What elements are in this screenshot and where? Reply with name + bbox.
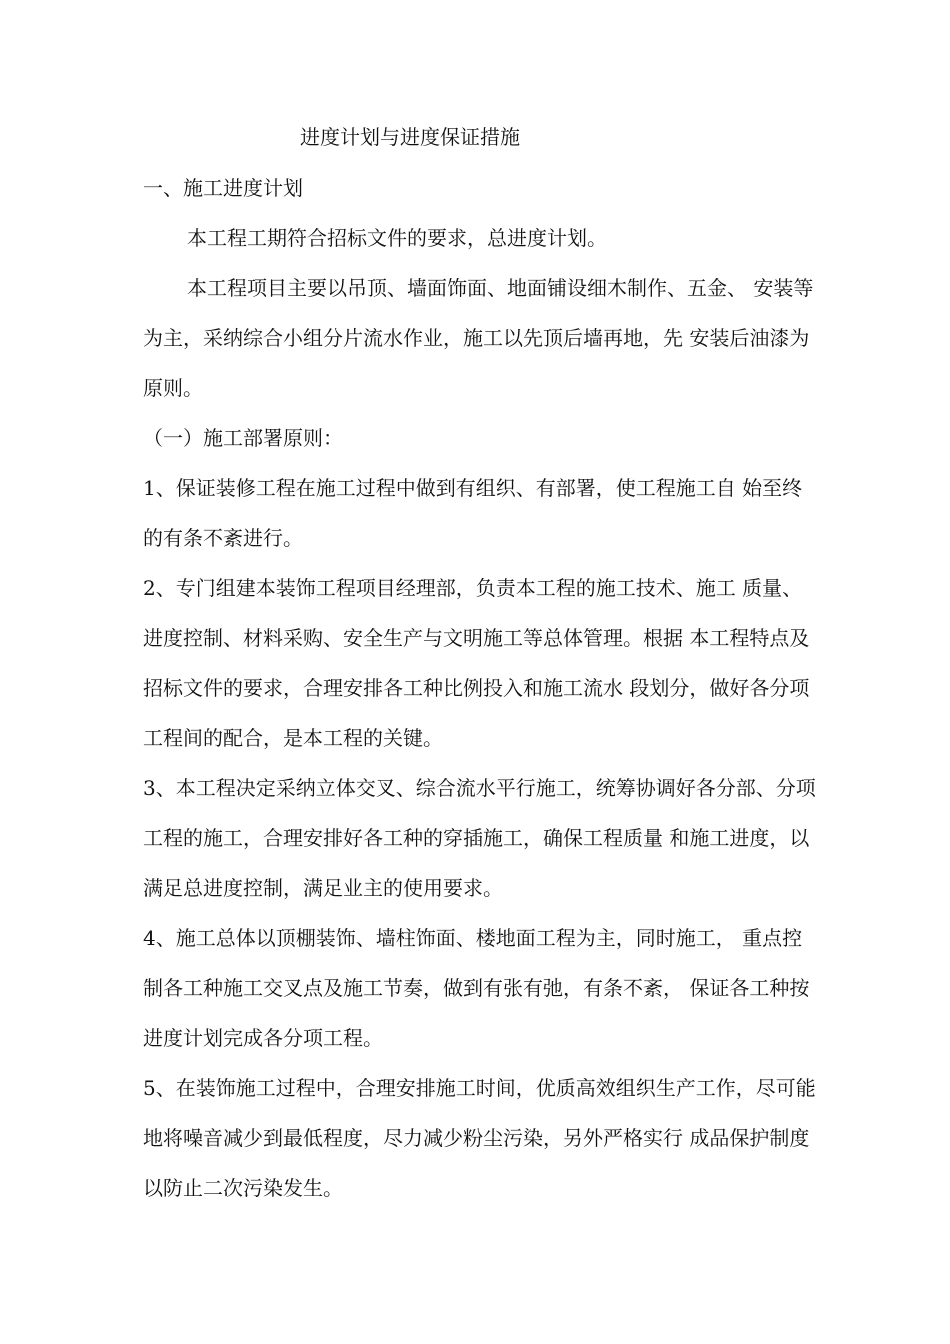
- paragraph-schedule: 本工程工期符合招标文件的要求，总进度计划。: [187, 226, 607, 250]
- principle-item: 1、保证装修工程在施工过程中做到有组织、有部署，使工程施工自 始至终的有条不紊进行。: [143, 476, 803, 550]
- principle-item: 2、专门组建本装饰工程项目经理部，负责本工程的施工技术、施工 质量、进度控制、材料采购、安全生产与文明施工等总体管理。根据 本工程特点及招标文件的要求，合理安排各工种比例投入和施工流水 段划分，做好各分项工程间的配合，是本工程的关键。: [143, 576, 810, 750]
- principle-item: 5、在装饰施工过程中，合理安排施工时间，优质高效组织生产工作，尽可能地将噪音减少到最低程度，尽力减少粉尘污染，另外严格实行 成品保护制度以防止二次污染发生。: [143, 1076, 816, 1200]
- section-heading: 一、施工进度计划: [143, 176, 303, 200]
- principle-item: 4、施工总体以顶棚装饰、墙柱饰面、楼地面工程为主，同时施工， 重点控制各工种施工交叉点及施工节奏，做到有张有弛，有条不紊， 保证各工种按进度计划完成各分项工程。: [143, 926, 810, 1050]
- subsection-heading: （一）施工部署原则：: [143, 426, 343, 450]
- document-title: 进度计划与进度保证措施: [300, 125, 520, 149]
- paragraph-scope: 本工程项目主要以吊顶、墙面饰面、地面铺设细木制作、五金、 安装等为主，采纳综合小组分片流水作业，施工以先顶后墙再地，先 安装后油漆为原则。: [143, 276, 814, 400]
- document-body: [143, 163, 820, 1213]
- principle-item: 3、本工程决定采纳立体交叉、综合流水平行施工，统筹协调好各分部、分项工程的施工，合理安排好各工种的穿插施工，确保工程质量 和施工进度，以满足总进度控制，满足业主的使用要求。: [143, 776, 816, 900]
